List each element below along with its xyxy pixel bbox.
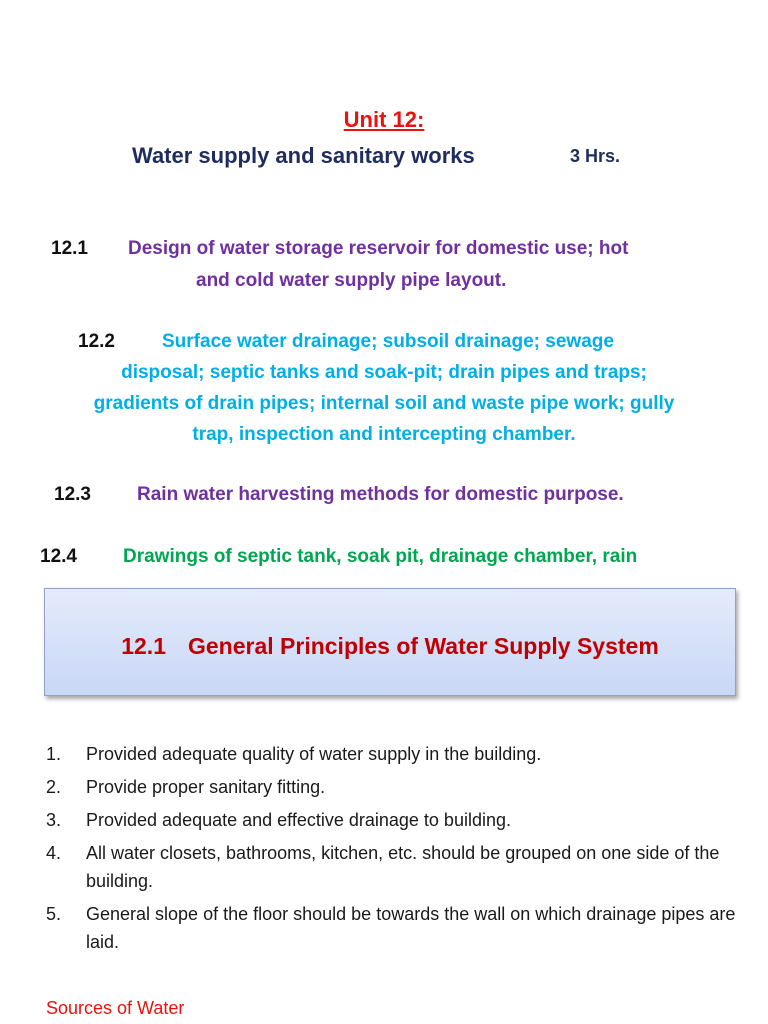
section-banner — [44, 588, 736, 696]
syllabus-item-text: Drawings of septic tank, soak pit, drainage chamber, rain — [123, 546, 638, 567]
course-hours: 3 Hrs. — [570, 146, 621, 166]
principles-list — [46, 740, 736, 961]
syllabus-item-number: 12.2 — [78, 331, 115, 352]
syllabus-item-number: 12.4 — [40, 546, 77, 567]
syllabus-item-line: trap, inspection and intercepting chamber. — [192, 424, 576, 445]
list-item-text: Provide proper sanitary fitting. — [86, 777, 326, 797]
list-item — [46, 773, 736, 801]
list-item-text: Provided adequate and effective drainage to building. — [86, 810, 511, 830]
list-item-number: 1. — [46, 744, 62, 764]
list-item-text: All water closets, bathrooms, kitchen, etc. should be grouped on one side of the building. — [86, 843, 720, 891]
list-item-number: 4. — [46, 843, 62, 863]
list-item — [46, 740, 736, 768]
syllabus-item-line: gradients of drain pipes; internal soil and waste pipe work; gully — [93, 393, 675, 414]
section-banner-number: 12.1 — [121, 632, 166, 659]
syllabus-item-text-continued: and cold water supply pipe layout. — [196, 270, 507, 291]
list-item — [46, 806, 736, 834]
unit-title: Unit 12: — [343, 107, 425, 132]
list-item-number: 5. — [46, 904, 62, 924]
list-item — [46, 900, 736, 956]
syllabus-item-text: Design of water storage reservoir for domestic use; hot — [128, 238, 629, 259]
syllabus-item-number: 12.3 — [54, 484, 91, 505]
section-banner-title — [121, 633, 659, 660]
syllabus-item-text-continued — [0, 357, 768, 450]
sources-heading: Sources of Water — [46, 998, 185, 1018]
section-banner-text: General Principles of Water Supply System — [187, 632, 659, 659]
list-item-text: Provided adequate quality of water supply in the building. — [86, 744, 542, 764]
syllabus-item-text: Surface water drainage; subsoil drainage; sewage — [162, 331, 614, 352]
list-item-number: 3. — [46, 810, 62, 830]
list-item — [46, 839, 736, 895]
list-item-number: 2. — [46, 777, 62, 797]
syllabus-item-text: Rain water harvesting methods for domestic purpose. — [137, 484, 624, 505]
syllabus-item-number: 12.1 — [51, 238, 88, 259]
list-item-text: General slope of the floor should be towards the wall on which drainage pipes are laid. — [86, 904, 736, 952]
course-title: Water supply and sanitary works — [132, 143, 475, 168]
syllabus-item-line: disposal; septic tanks and soak-pit; drain pipes and traps; — [121, 362, 647, 383]
